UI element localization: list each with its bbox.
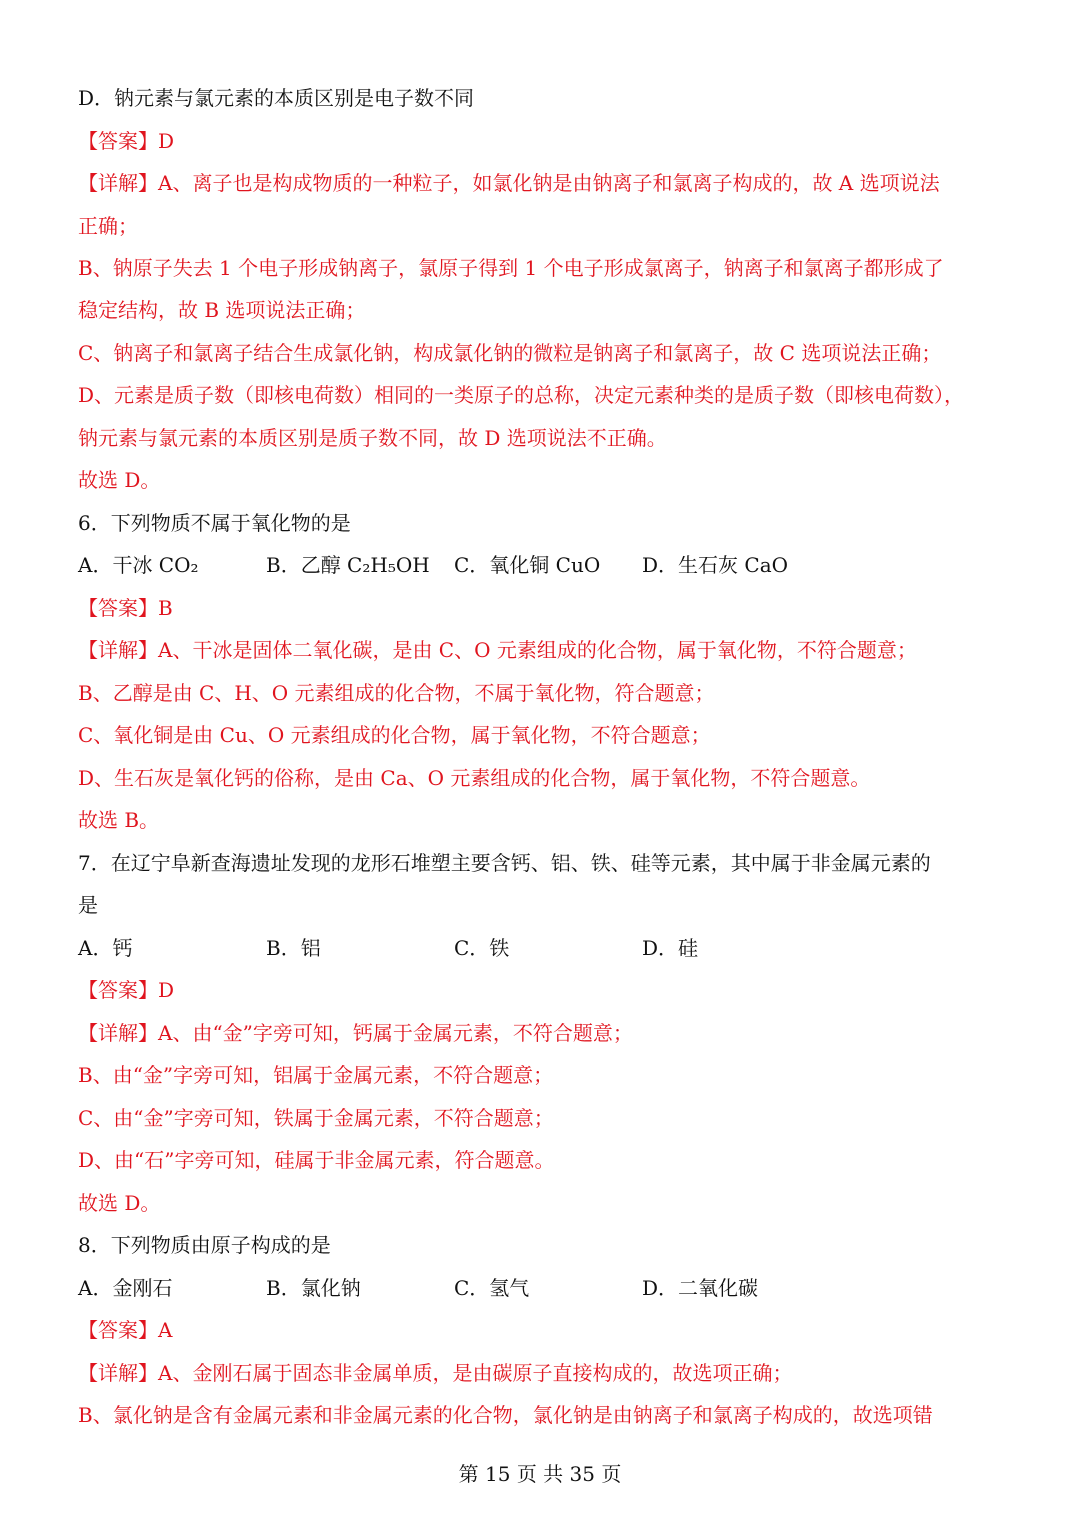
q8-option-d: D．二氧化碳 [642, 1276, 759, 1300]
q7-option-c: C．铁 [454, 936, 510, 960]
q7-detail-line: D、由“石”字旁可知，硅属于非金属元素，符合题意。 [78, 1148, 555, 1172]
q7-detail-line: B、由“金”字旁可知，铝属于金属元素，不符合题意； [78, 1063, 554, 1087]
q8-option-a: A．金刚石 [78, 1276, 173, 1300]
q6-options [78, 551, 1008, 579]
q6-conclusion: 故选 B。 [78, 808, 160, 832]
q6-detail-line: B、乙醇是由 C、H、O 元素组成的化合物，不属于氧化物，符合题意； [78, 681, 715, 705]
q7-answer: 【答案】D [78, 978, 175, 1002]
q6-option-a: A．干冰 CO₂ [78, 553, 199, 577]
q5-detail-line: 稳定结构，故 B 选项说法正确； [78, 298, 366, 322]
q6-option-d: D．生石灰 CaO [642, 553, 789, 577]
q8-detail-line: B、氯化钠是含有金属元素和非金属元素的化合物，氯化钠是由钠离子和氯离子构成的，故选项错 [78, 1403, 933, 1427]
q5-detail-line: 钠元素与氯元素的本质区别是质子数不同，故 D 选项说法不正确。 [78, 426, 667, 450]
q6-detail-line: C、氧化铜是由 Cu、O 元素组成的化合物，属于氧化物，不符合题意； [78, 723, 711, 747]
q7-conclusion: 故选 D。 [78, 1191, 161, 1215]
q5-detail-line: 正确； [78, 214, 138, 238]
q8-question: 8．下列物质由原子构成的是 [78, 1233, 331, 1257]
q6-option-b: B．乙醇 C₂H₅OH [266, 553, 430, 577]
q7-option-a: A．钙 [78, 936, 133, 960]
q6-answer: 【答案】B [78, 596, 173, 620]
q7-detail-line: 【详解】A、由“金”字旁可知，钙属于金属元素，不符合题意； [78, 1021, 633, 1045]
q7-option-d: D．硅 [642, 936, 699, 960]
q5-conclusion: 故选 D。 [78, 468, 161, 492]
q7-question-line: 是 [78, 893, 98, 917]
q7-detail-line: C、由“金”字旁可知，铁属于金属元素，不符合题意； [78, 1106, 554, 1130]
q8-option-b: B．氯化钠 [266, 1276, 361, 1300]
q5-detail-line: B、钠原子失去 1 个电子形成钠离子，氯原子得到 1 个电子形成氯离子，钠离子和氯离子都形成了 [78, 256, 944, 280]
q8-detail-line: 【详解】A、金刚石属于固态非金属单质，是由碳原子直接构成的，故选项正确； [78, 1361, 793, 1385]
q6-detail-line: 【详解】A、干冰是固体二氧化碳，是由 C、O 元素组成的化合物，属于氧化物，不符合题意； [78, 638, 917, 662]
q7-options [78, 934, 1008, 962]
q5-answer: 【答案】D [78, 129, 175, 153]
q8-option-c: C．氢气 [454, 1276, 530, 1300]
q8-options [78, 1274, 1008, 1302]
q5-detail-line: D、元素是质子数（即核电荷数）相同的一类原子的总称，决定元素种类的是质子数（即核电荷数）， [78, 383, 965, 407]
q7-option-b: B．铝 [266, 936, 321, 960]
q5-detail-line: C、钠离子和氯离子结合生成氯化钠，构成氯化钠的微粒是钠离子和氯离子，故 C 选项说法正确； [78, 341, 942, 365]
q6-question: 6．下列物质不属于氧化物的是 [78, 511, 351, 535]
q6-detail-line: D、生石灰是氧化钙的俗称，是由 Ca、O 元素组成的化合物，属于氧化物，不符合题意。 [78, 766, 871, 790]
page-footer: 第 15 页 共 35 页 [458, 1462, 622, 1486]
q8-answer: 【答案】A [78, 1318, 173, 1342]
q7-question-line: 7．在辽宁阜新查海遗址发现的龙形石堆塑主要含钙、铝、铁、硅等元素，其中属于非金属元素的 [78, 851, 931, 875]
q5-option-d: D．钠元素与氯元素的本质区别是电子数不同 [78, 86, 475, 110]
q5-detail-line: 【详解】A、离子也是构成物质的一种粒子，如氯化钠是由钠离子和氯离子构成的，故 A 选项说法 [78, 171, 940, 195]
q6-option-c: C．氧化铜 CuO [454, 553, 601, 577]
